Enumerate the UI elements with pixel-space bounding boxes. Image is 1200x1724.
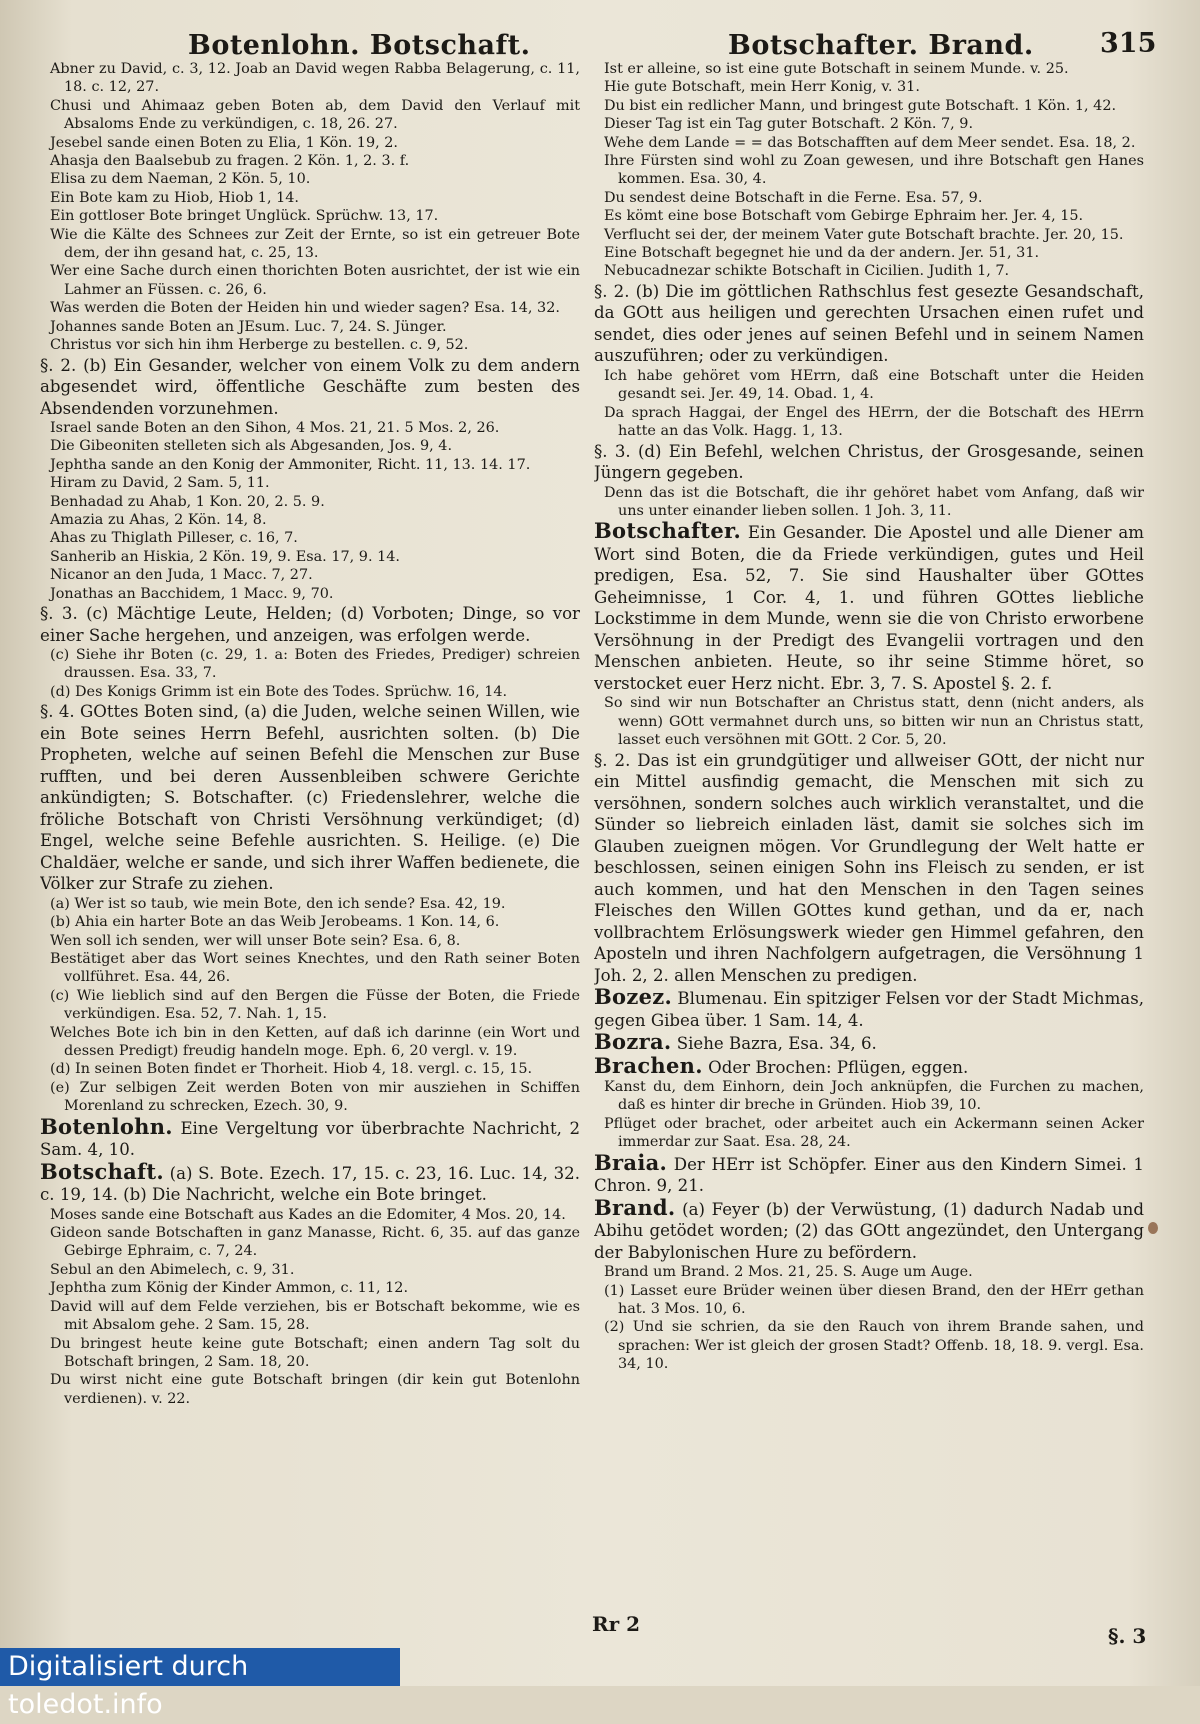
dictionary-entry [594, 986, 1144, 1031]
scripture-citation: Ein Bote kam zu Hiob, Hiob 1, 14. [50, 189, 299, 206]
entry-definition: Der HErr ist Schöpfer. Einer aus den Kindern Simei. 1 Chron. 9, 21. [594, 1154, 1144, 1196]
scripture-citation: Christus vor sich hin ihm Herberge zu bestellen. c. 9, 52. [50, 337, 469, 354]
scripture-citation: Sanherib an Hiskia, 2 Kön. 19, 9. Esa. 17, 9. 14. [50, 548, 400, 565]
scripture-citation: Nicanor an den Juda, 1 Macc. 7, 27. [50, 567, 313, 584]
dictionary-entry [594, 520, 1144, 694]
scripture-citation: Was werden die Boten der Heiden hin und wieder sagen? Esa. 14, 32. [50, 300, 560, 317]
scripture-citation: Jephtha zum König der Kinder Ammon, c. 11, 12. [50, 1280, 409, 1297]
scripture-citation: Dieser Tag ist ein Tag guter Botschaft. 2 Kön. 7, 9. [604, 116, 974, 133]
entry-headword: Botschafter. [594, 518, 742, 544]
scripture-citation: (a) Wer ist so taub, wie mein Bote, den ich sende? Esa. 42, 19. [50, 895, 506, 912]
entry-definition: (a) Feyer (b) der Verwüstung, (1) dadurch Nadab und Abihu getödet worden; (2) das GOtt angezündet, den Untergang der Babylonischen Hure zu befördern. [594, 1199, 1144, 1262]
dictionary-entry [594, 1194, 1144, 1264]
scripture-citation: Du bist ein redlicher Mann, und bringest gute Botschaft. 1 Kön. 1, 42. [604, 97, 1117, 114]
scripture-citation: (c) Wie lieblich sind auf den Bergen die Füsse der Boten, die Friede verkündigen. Esa. 52, 7. Nah. 1, 15. [50, 987, 580, 1023]
running-head-left: Botenlohn. Botschaft. [188, 30, 531, 61]
scripture-citation: Da sprach Haggai, der Engel des HErrn, der die Botschaft des HErrn hatte an das Volk. Hagg. 1, 13. [604, 404, 1144, 440]
section-paragraph: §. 2. (b) Die im göttlichen Rathschlus fest gesezte Gesandschaft, da GOtt aus heiligen und gerechten Ursachen einen rufet und sendet, dies oder jenes auf seinen Befehl und in seinem Namen auszuführen; oder zu verkündigen. [594, 281, 1144, 366]
dictionary-entry [40, 1158, 580, 1206]
scripture-citation: Jesebel sande einen Boten zu Elia, 1 Kön. 19, 2. [50, 134, 398, 151]
entry-headword: Bozez. [594, 984, 673, 1010]
entry-definition: Blumenau. Ein spitziger Felsen vor der Stadt Michmas, gegen Gibea über. 1 Sam. 14, 4. [594, 989, 1144, 1030]
running-head-right: Botschafter. Brand. [728, 30, 1034, 61]
scripture-citation: Wie die Kälte des Schnees zur Zeit der Ernte, so ist ein getreuer Bote dem, der ihn gesand hat, c. 25, 13. [50, 226, 580, 262]
section-paragraph: §. 3. (d) Ein Befehl, welchen Christus, der Grosgesande, seinen Jüngern gegeben. [594, 441, 1144, 482]
entry-headword: Botenlohn. [40, 1113, 173, 1139]
entry-definition: Ein Gesander. Die Apostel und alle Diener am Wort sind Boten, die da Friede verkündigen, gutes und Heil predigen, Esa. 52, 7. Sie sind Haushalter über GOttes Geheimnisse, 1 Cor. 4, 1. und führen GOttes liebliche Lockstimme in dem Munde, wenn sie die von Christo erworbene Versöhnung in der Predigt des Evangelii vortragen und den Menschen anbieten. Heute, so ihr seine Stimme höret, so verstocket euer Herz nicht. Ebr. 3, 7. S. Apostel §. 2. f. [594, 523, 1144, 693]
entry-headword: Botschaft. [40, 1158, 164, 1184]
scripture-citation: Verflucht sei der, der meinem Vater gute Botschaft brachte. Jer. 20, 15. [604, 226, 1124, 243]
right-column [594, 60, 1144, 1620]
section-paragraph: §. 2. Das ist ein grundgütiger und allweiser GOtt, der nicht nur ein Mittel ausfindig gemacht, die Menschen mit sich zu versöhnen, sondern solches auch wirklich veranstaltet, und die Sünder so liebreich einladen läst, damit sie solches sich im Glauben zueignen mögen. Vor Grundlegung der Welt hatte er beschlossen, seinen einigen Sohn ins Fleisch zu senden, er ist auch kommen, und hat den Menschen in den Tagen seines Fleisches den Willen GOttes kund gethan, und da er, nach vollbrachtem Erlösungswerk wieder gen Himmel gefahren, den Aposteln und ihren Nachfolgern aufgetragen, die Versöhnung 1 Joh. 2, 2. allen Menschen zu predigen. [594, 750, 1144, 985]
scripture-citation: Ahasja den Baalsebub zu fragen. 2 Kön. 1, 2. 3. f. [50, 153, 410, 170]
entry-headword: Brand. [594, 1194, 676, 1220]
entry-definition: Oder Brochen: Pflügen, eggen. [702, 1057, 969, 1077]
scripture-citation: Ein gottloser Bote bringet Unglück. Sprüchw. 13, 17. [50, 208, 439, 225]
scripture-citation: Hie gute Botschaft, mein Herr Konig, v. 31. [604, 79, 920, 96]
scripture-citation: Es kömt eine bose Botschaft vom Gebirge Ephraim her. Jer. 4, 15. [604, 208, 1084, 225]
scripture-citation: Du sendest deine Botschaft in die Ferne. Esa. 57, 9. [604, 189, 983, 206]
scripture-citation: Bestätiget aber das Wort seines Knechtes, und den Rath seiner Boten vollführet. Esa. 44, 26. [50, 951, 580, 986]
entry-headword: Bozra. [594, 1029, 672, 1055]
scripture-citation: Pflüget oder brachet, oder arbeitet auch ein Ackermann seinen Acker immerdar zur Saat. Esa. 28, 24. [604, 1115, 1144, 1151]
scripture-citation: (b) Ahia ein harter Bote an das Weib Jerobeams. 1 Kon. 14, 6. [50, 914, 500, 931]
scripture-citation: Moses sande eine Botschaft aus Kades an die Edomiter, 4 Mos. 20, 14. [50, 1206, 566, 1223]
scripture-citation: Jephtha sande an den Konig der Ammoniter, Richt. 11, 13. 14. 17. [50, 456, 531, 473]
scripture-citation: Wen soll ich senden, wer will unser Bote sein? Esa. 6, 8. [50, 932, 461, 949]
dictionary-entry [40, 1113, 580, 1161]
scripture-citation: Eine Botschaft begegnet hie und da der andern. Jer. 51, 31. [604, 245, 1040, 262]
scripture-citation: Wer eine Sache durch einen thorichten Boten ausrichtet, der ist wie ein Lahmer an Füssen. c. 26, 6. [50, 263, 580, 298]
section-paragraph: §. 4. GOttes Boten sind, (a) die Juden, welche seinen Willen, wie ein Bote seines Herrn Befehl, ausrichten solten. (b) Die Propheten, welche auf seinen Befehl die Menschen zur Buse rufften, und bei deren Aussenbleiben schwere Gerichte ankündigten; S. Botschafter. (c) Friedenslehrer, welche die fröliche Botschaft von Christi Versöhnung verkündiget; (d) Engel, welche seine Befehle ausrichten. S. Heilige. (e) Die Chaldäer, welche er sande, und sich ihrer Waffen bedienete, die Völker zur Strafe zu ziehen. [40, 702, 580, 894]
scripture-citation: Israel sande Boten an den Sihon, 4 Mos. 21, 21. 5 Mos. 2, 26. [50, 420, 500, 436]
scripture-citation: Abner zu David, c. 3, 12. Joab an David wegen Rabba Belagerung, c. 11, 18. c. 12, 27. [50, 61, 580, 96]
section-paragraph: §. 2. (b) Ein Gesander, welcher von einem Volk zu dem andern abgesendet wird, öffentliche Geschäfte zum besten des Absendenden vorzunehmen. [40, 355, 580, 418]
scripture-citation: (d) In seinen Boten findet er Thorheit. Hiob 4, 18. vergl. c. 15, 15. [50, 1061, 533, 1078]
scripture-citation: Chusi und Ahimaaz geben Boten ab, dem David den Verlauf mit Absaloms Ende zu verkündigen, c. 18, 26. 27. [50, 97, 580, 133]
scripture-citation: Denn das ist die Botschaft, die ihr gehöret habet vom Anfang, daß wir uns unter einander lieben sollen. 1 Joh. 3, 11. [604, 484, 1144, 519]
scripture-citation: (c) Siehe ihr Boten (c. 29, 1. a: Boten des Friedes, Prediger) schreien draussen. Esa. 33, 7. [50, 647, 580, 682]
scripture-citation: Die Gibeoniten stelleten sich als Abgesanden, Jos. 9, 4. [50, 438, 453, 455]
digitization-banner[interactable]: Digitalisiert durch toledot.info [0, 1648, 400, 1686]
scripture-citation: Ihre Fürsten sind wohl zu Zoan gewesen, und ihre Botschaft gen Hanes kommen. Esa. 30, 4. [604, 153, 1144, 188]
scripture-citation: Ich habe gehöret vom HErrn, daß eine Botschaft unter die Heiden gesandt sei. Jer. 49, 14. Obad. 1, 4. [604, 367, 1144, 403]
entry-headword: Braia. [594, 1149, 668, 1175]
scripture-citation: Sebul an den Abimelech, c. 9, 31. [50, 1261, 295, 1278]
entry-definition: Eine Vergeltung vor überbrachte Nachricht, 2 Sam. 4, 10. [40, 1118, 580, 1160]
scripture-citation: Amazia zu Ahas, 2 Kön. 14, 8. [50, 512, 267, 529]
scripture-citation: Hiram zu David, 2 Sam. 5, 11. [50, 475, 270, 492]
scripture-citation: (d) Des Konigs Grimm ist ein Bote des Todes. Sprüchw. 16, 14. [50, 683, 508, 700]
dictionary-entry [594, 1031, 1144, 1055]
dictionary-entry [594, 1149, 1144, 1197]
scripture-citation: So sind wir nun Botschafter an Christus statt, denn (nicht anders, als wenn) GOtt vermahnet durch uns, so bitten wir nun an Christus statt, lasset euch versöhnen mit GOtt. 2 Cor. 5, 20. [604, 695, 1144, 749]
signature-mark: Rr 2 [592, 1612, 641, 1636]
left-column [40, 60, 580, 1620]
scripture-citation: Ist er alleine, so ist eine gute Botschaft in seinem Munde. v. 25. [604, 61, 1069, 77]
scripture-citation: Jonathas an Bacchidem, 1 Macc. 9, 70. [50, 585, 334, 602]
scripture-citation: Johannes sande Boten an JEsum. Luc. 7, 24. S. Jünger. [50, 318, 447, 335]
scripture-citation: (e) Zur selbigen Zeit werden Boten von mir ausziehen in Schiffen Morenland zu schrecken, Ezech. 30, 9. [50, 1079, 580, 1115]
scripture-citation: David will auf dem Felde verziehen, bis er Botschaft bekomme, wie es mit Absalom gehe. 2 Sam. 15, 28. [50, 1298, 580, 1334]
scripture-citation: Wehe dem Lande = = das Botschafften auf dem Meer sendet. Esa. 18, 2. [604, 134, 1136, 151]
scripture-citation: Brand um Brand. 2 Mos. 21, 25. S. Auge um Auge. [604, 1264, 973, 1281]
entry-definition: Siehe Bazra, Esa. 34, 6. [671, 1034, 877, 1054]
dictionary-entry [594, 1052, 1144, 1079]
entry-definition: (a) S. Bote. Ezech. 17, 15. c. 23, 16. Luc. 14, 32. c. 19, 14. (b) Die Nachricht, welche ein Bote bringet. [40, 1163, 580, 1205]
scripture-citation: Benhadad zu Ahab, 1 Kon. 20, 2. 5. 9. [50, 493, 325, 510]
page-number: 315 [1100, 28, 1157, 59]
entry-headword: Brachen. [594, 1052, 703, 1078]
scripture-citation: Ahas zu Thiglath Pilleser, c. 16, 7. [50, 530, 298, 547]
scripture-citation: Welches Bote ich bin in den Ketten, auf daß ich darinne (ein Wort und dessen Predigt) freudig handeln moge. Eph. 6, 20 vergl. v. 19. [50, 1024, 580, 1060]
running-head [0, 28, 1200, 64]
scripture-citation: Du wirst nicht eine gute Botschaft bringen (dir kein gut Botenlohn verdienen). v. 22. [50, 1372, 580, 1407]
section-paragraph: §. 3. (c) Mächtige Leute, Helden; (d) Vorboten; Dinge, so vor einer Sache hergehen, und anzeigen, was erfolgen werde. [40, 604, 580, 645]
paper-stain [1148, 1222, 1158, 1234]
scripture-citation: Elisa zu dem Naeman, 2 Kön. 5, 10. [50, 171, 311, 188]
scripture-citation: Kanst du, dem Einhorn, dein Joch anknüpfen, die Furchen zu machen, daß es hinter dir breche in Gründen. Hiob 39, 10. [604, 1079, 1144, 1114]
scripture-citation: Du bringest heute keine gute Botschaft; einen andern Tag solt du Botschaft bringen, 2 Sam. 18, 20. [50, 1335, 580, 1370]
scripture-citation: Gideon sande Botschaften in ganz Manasse, Richt. 6, 35. auf das ganze Gebirge Ephraim, c. 7, 24. [50, 1225, 580, 1260]
scripture-citation: Nebucadnezar schikte Botschaft in Cicilien. Judith 1, 7. [604, 263, 1010, 280]
catchword: §. 3 [1108, 1624, 1147, 1648]
scripture-citation: (1) Lasset eure Brüder weinen über diesen Brand, den der HErr gethan hat. 3 Mos. 10, 6. [604, 1282, 1144, 1317]
scripture-citation: (2) Und sie schrien, da sie den Rauch von ihrem Brande sahen, und sprachen: Wer ist gleich der grosen Stadt? Offenb. 18, 18. 9. vergl. Esa. 34, 10. [604, 1319, 1144, 1373]
